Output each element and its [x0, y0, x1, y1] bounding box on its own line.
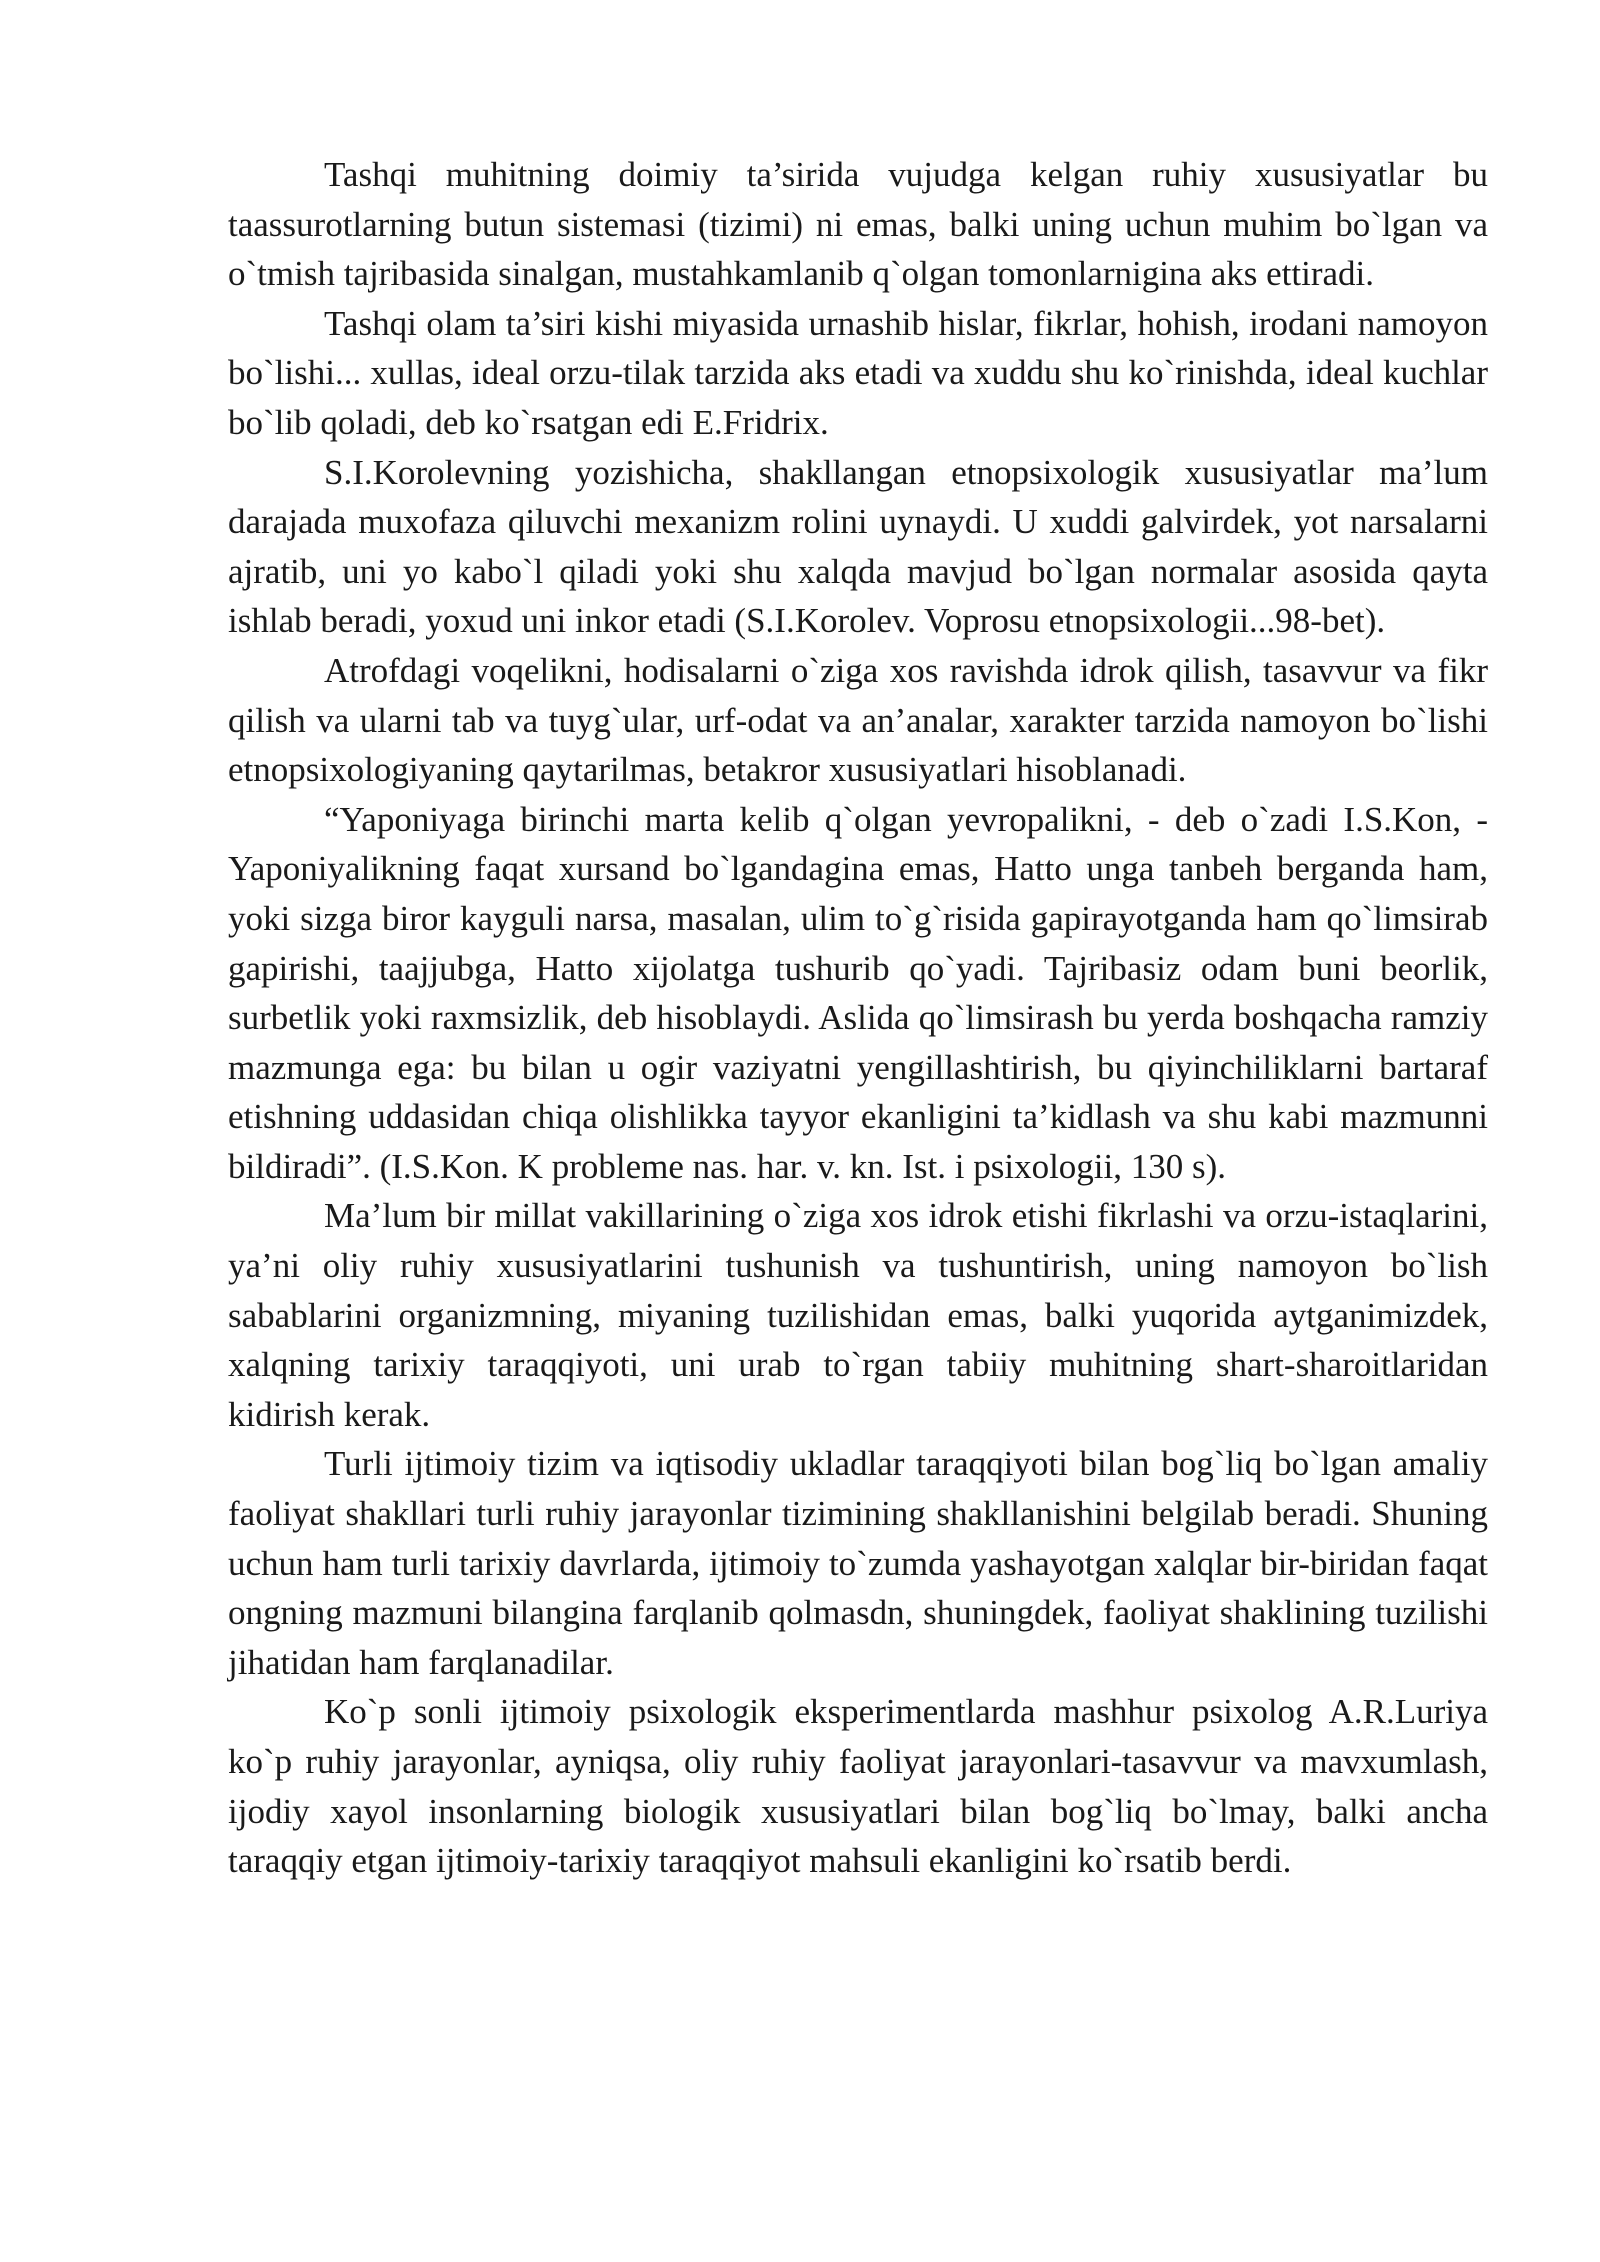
paragraph: Atrofdagi voqelikni, hodisalarni o`ziga xos ravishda idrok qilish, tasavvur va fikr qilish va ularni tab va tuyg`ular, urf-odat va an’analar, xarakter tarzida namoyon bo`lishi etnopsixologiyaning qaytarilmas, betakror xususiyatlari hisoblanadi.: [228, 650, 1488, 790]
paragraph: S.I.Korolevning yozishicha, shakllangan etnopsixologik xususiyatlar ma’lum darajada muxofaza qiluvchi mexanizm rolini uynaydi. U xuddi galvirdek, yot narsalarni ajratib, uni yo kabo`l qiladi yoki shu xalqda mavjud bo`lgan normalar asosida qayta ishlab beradi, yoxud uni inkor etadi (S.I.Korolev. Voprosu etnopsixologii...98-bet).: [228, 452, 1488, 641]
paragraph: “Yaponiyaga birinchi marta kelib q`olgan yevropalikni, - deb o`zadi I.S.Kon, - Yaponiyalikning faqat xursand bo`lgandagina emas, Hatto unga tanbeh berganda ham, yoki sizga biror kayguli narsa, masalan, ulim to`g`risida gapirayotganda ham qo`limsirab gapirishi, taajjubga, Hatto xijolatga tushurib qo`yadi. Tajribasiz odam buni beorlik, surbetlik yoki raxmsizlik, deb hisoblaydi. Aslida qo`limsirash bu yerda boshqacha ramziy mazmunga ega: bu bilan u ogir vaziyatni yengillashtirish, bu qiyinchiliklarni bartaraf etishning uddasidan chiqa olishlikka tayyor ekanligini ta’kidlash va shu kabi mazmunni bildiradi”. (I.S.Kon. K probleme nas. har. v. kn. Ist. i psixologii, 130 s).: [228, 799, 1488, 1186]
paragraph: Tashqi muhitning doimiy ta’sirida vujudga kelgan ruhiy xususiyatlar bu taassurotlarning butun sistemasi (tizimi) ni emas, balki uning uchun muhim bo`lgan va o`tmish tajribasida sinalgan, mustahkamlanib q`olgan tomonlarnigina aks ettiradi.: [228, 155, 1488, 294]
paragraph: Ko`p sonli ijtimoiy psixologik eksperimentlarda mashhur psixolog A.R.Luriya ko`p ruhiy jarayonlar, ayniqsa, oliy ruhiy faoliyat jarayonlari-tasavvur va mavxumlash, ijodiy xayol insonlarning biologik xususiyatlari bilan bog`liq bo`lmay, balki ancha taraqqiy etgan ijtimoiy-tarixiy taraqqiyot mahsuli ekanligini ko`rsatib berdi.: [228, 1692, 1488, 1881]
paragraph: Ma’lum bir millat vakillarining o`ziga xos idrok etishi fikrlashi va orzu-istaqlarini, ya’ni oliy ruhiy xususiyatlarini tushunish va tushuntirish, uning namoyon bo`lish sabablarini organizmning, miyaning tuzilishidan emas, balki yuqorida aytganimizdek, xalqning tarixiy taraqqiyoti, uni urab to`rgan tabiiy muhitning shart-sharoitlaridan kidirish kerak.: [228, 1196, 1488, 1434]
paragraph: Tashqi olam ta’siri kishi miyasida urnashib hislar, fikrlar, hohish, irodani namoyon bo`lishi... xullas, ideal orzu-tilak tarzida aks etadi va xuddu shu ko`rinishda, ideal kuchlar bo`lib qoladi, deb ko`rsatgan edi E.Fridrix.: [228, 303, 1488, 442]
document-page: [228, 150, 1488, 1886]
paragraph: Turli ijtimoiy tizim va iqtisodiy ukladlar taraqqiyoti bilan bog`liq bo`lgan amaliy faoliyat shakllari turli ruhiy jarayonlar tizimining shakllanishini belgilab beradi. Shuning uchun ham turli tarixiy davrlarda, ijtimoiy to`zumda yashayotgan xalqlar bir-biridan faqat ongning mazmuni bilangina farqlanib qolmasdn, shuningdek, faoliyat shaklining tuzilishi jihatidan ham farqlanadilar.: [228, 1444, 1488, 1682]
